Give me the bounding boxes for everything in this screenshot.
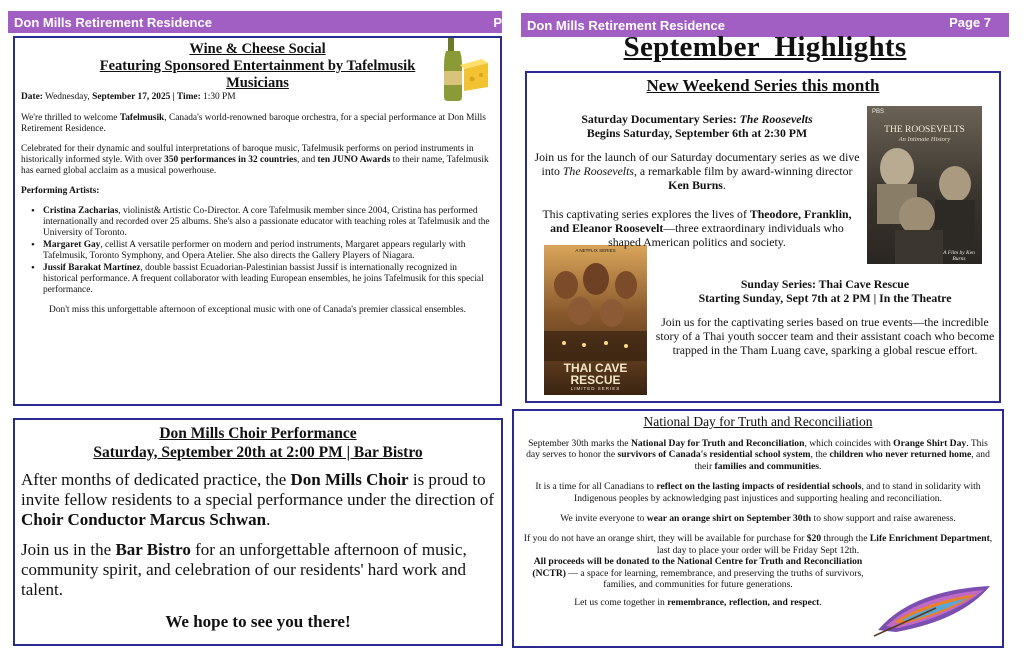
truth-reconciliation-section — [512, 409, 1004, 648]
saturday-begins: Begins Saturday, September 6th at 2:30 PM — [586, 126, 808, 140]
wine-title-1: Wine & Cheese Social — [189, 41, 326, 57]
wine-date-line: Date: Wednesday, September 17, 2025 | Time: 1:30 PM — [21, 92, 236, 102]
list-item: • Margaret Gay, cellist A versatile performer on modern and period instruments, Margaret appears regularly with Tafelmusik, Toronto Symphony, and Opera Atelier. She also directs the Gallery Players of Niagara. — [43, 240, 494, 262]
choir-date: Saturday, September 20th at 2:00 PM | Bar Bistro — [93, 444, 423, 461]
sunday-paragraph: Join us for the captivating series based on true events—the incredible story of a Thai youth soccer team and their assistant coach who become trapped in the Tham Luang cave, sparking a global rescue effort. — [655, 315, 995, 357]
right-header-page: Page 7 — [949, 15, 991, 30]
ndtr-paragraph-2: It is a time for all Canadians to reflect on the lasting impacts of residential schools, and to stand in solidarity with Indigenous peoples by acknowledging past injustices and supporting healing and reconciliation. — [535, 481, 981, 504]
thai-subtitle: LIMITED SERIES — [570, 386, 621, 391]
sunday-heading: Sunday Series: Thai Cave Rescue — [740, 277, 910, 291]
sunday-series — [655, 277, 995, 357]
artists-list — [21, 206, 494, 296]
roosevelts-poster — [867, 106, 982, 264]
choir-title: Don Mills Choir Performance — [159, 425, 357, 442]
thai-title-1: THAI CAVE — [563, 361, 628, 375]
choir-paragraph-1: After months of dedicated practice, the Don Mills Choir is proud to invite fellow residents to a special performance under the direction of Choir Conductor Marcus Schwan. — [21, 470, 494, 529]
ndtr-title: National Day for Truth and Reconciliation — [643, 414, 873, 429]
list-item: • Jussif Barakat Martínez, double bassist Ecuadorian-Palestinian bassist Jussif is internationally recognized in historical performance. A frequent collaborator with leading European ensembles, he joins Tafelmusik for this special performance. — [43, 263, 494, 296]
thai-tagline: A NETFLIX SERIES — [575, 248, 616, 253]
left-header-page: P — [493, 15, 502, 30]
wine-description: Celebrated for their dynamic and soulful interpretations of baroque music, Tafelmusik performs on period instruments in historically informed style. With over 350 performances in 32 countries, and ten JUNO Awards to their name, Tafelmusik has earned global acclaim as a musical powerhouse. — [21, 144, 489, 176]
poster-subtitle: An Intimate History — [898, 136, 951, 143]
wine-cheese-icon — [436, 36, 490, 105]
choir-section — [13, 418, 503, 646]
ndtr-paragraph-3: We invite everyone to wear an orange shirt on September 30th to show support and raise awareness. — [560, 513, 956, 525]
wine-cheese-section — [13, 36, 502, 406]
ndtr-paragraph-5: All proceeds will be donated to the National Centre for Truth and Reconciliation (NCTR) — a space for learning, remembrance, and preserving the truths of survivors, families, and communities for future generations. — [532, 556, 864, 591]
thai-title-2: RESCUE — [570, 373, 621, 387]
choir-paragraph-2: Join us in the Bar Bistro for an unforgettable afternoon of music, community spirit, and celebration of our residents' hard work and talent. — [21, 540, 467, 599]
ndtr-paragraph-1: September 30th marks the National Day for Truth and Reconciliation, which coincides with Orange Shirt Day. This day serves to honor the survivors of Canada's residential school system, the children who never returned home, and their families and communities. — [526, 438, 990, 472]
right-header-title: Don Mills Retirement Residence — [527, 18, 725, 33]
poster-brand: PBS — [872, 109, 885, 115]
saturday-series — [533, 112, 861, 202]
saturday-heading: Saturday Documentary Series: The Roosevelts — [581, 112, 813, 126]
choir-closing: We hope to see you there! — [165, 612, 351, 631]
saturday-paragraph: Join us for the launch of our Saturday documentary series as we dive into The Roosevelts, a remarkable film by award-winning director Ken Burns. — [534, 150, 860, 192]
page-title: September Highlights — [623, 31, 907, 63]
poster-credit: A Film by Ken Burns — [943, 250, 975, 262]
feather-icon — [872, 580, 994, 638]
list-item: • Cristina Zacharias, violinist& Artistic Co-Director. A core Tafelmusik member since 2004, Cristina has performed internationally and recorded over 25 albums. She's also a passionate educator with teaching roles at Tafelmusik and the University of Toronto. — [43, 206, 494, 239]
weekend-series-section — [525, 71, 1001, 403]
sunday-starting: Starting Sunday, Sept 7th at 2 PM | In the Theatre — [698, 291, 952, 305]
wine-title-2: Featuring Sponsored Entertainment by Tafelmusik — [99, 58, 416, 74]
artists-heading: Performing Artists: — [21, 186, 100, 196]
wine-body — [15, 92, 500, 316]
wine-intro: We're thrilled to welcome Tafelmusik, Canada's world-renowned baroque orchestra, for a special performance at Don Mills Retirement Residence. — [21, 113, 486, 134]
thai-cave-poster — [544, 245, 647, 395]
wine-title-3: Musicians — [226, 75, 289, 91]
saturday-paragraph-2: This captivating series explores the lives of Theodore, Franklin, and Eleanor Roosevelt—three extraordinary individuals who shaped American politics and society. — [542, 207, 852, 249]
weekend-title: New Weekend Series this month — [646, 76, 880, 95]
ndtr-paragraph-4: If you do not have an orange shirt, they will be available for purchase for $20 through the Life Enrichment Department, last day to place your order will be Friday Sept 12th. — [523, 533, 993, 556]
left-header-title: Don Mills Retirement Residence — [14, 15, 212, 30]
left-page-header — [8, 11, 502, 33]
poster-title: THE ROOSEVELTS — [884, 125, 965, 135]
wine-closing: Don't miss this unforgettable afternoon of exceptional music with one of Canada's premier classical ensembles. — [49, 305, 466, 315]
ndtr-paragraph-6: Let us come together in remembrance, reflection, and respect. — [574, 597, 822, 609]
choir-body — [15, 470, 501, 632]
